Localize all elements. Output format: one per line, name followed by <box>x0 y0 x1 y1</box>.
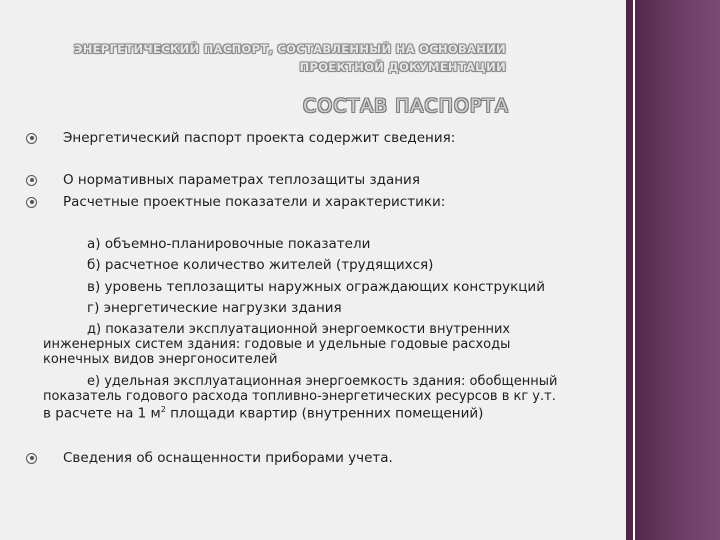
item-d-line-1: д) показатели эксплуатационной энергоемкости внутренних <box>87 322 511 337</box>
bullet-icon <box>26 197 37 208</box>
bullet-item-4 <box>26 450 393 466</box>
bullet-item-1 <box>26 130 455 146</box>
bullet-text: Расчетные проектные показатели и характеристики: <box>63 194 446 210</box>
item-e-text-b: площади квартир (внутренних помещений) <box>165 405 484 422</box>
item-d-line-2: инженерных систем здания: годовые и удельные годовые расходы <box>43 337 511 352</box>
bullet-item-3 <box>26 194 445 210</box>
title-line-2: ПРОЕКТНОЙ ДОКУМЕНТАЦИИ <box>299 60 506 74</box>
bullet-icon <box>26 453 37 464</box>
bullet-item-2 <box>26 172 420 188</box>
item-a: а) объемно-планировочные показатели <box>87 236 371 252</box>
item-e-text-a: в расчете на 1 м <box>43 405 161 422</box>
decorative-sidebar <box>626 0 720 540</box>
subtitle: СОСТАВ ПАСПОРТА <box>302 95 509 117</box>
bullet-text: О нормативных параметрах теплозащиты здания <box>63 172 420 188</box>
item-e-line-2: показатель годового расхода топливно-энергетических ресурсов в кг у.т. <box>43 389 556 404</box>
item-b: б) расчетное количество жителей (трудящихся) <box>87 257 434 273</box>
bullet-text: Сведения об оснащенности приборами учета. <box>63 450 393 466</box>
bullet-text: Энергетический паспорт проекта содержит сведения: <box>63 130 456 146</box>
item-e-line-1: е) удельная эксплуатационная энергоемкость здания: обобщенный <box>87 374 558 389</box>
bullet-icon <box>26 175 37 186</box>
title-line-1: ЭНЕРГЕТИЧЕСКИЙ ПАСПОРТ, СОСТАВЛЕННЫЙ НА ОСНОВАНИИ <box>73 42 506 56</box>
item-v: в) уровень теплозащиты наружных ограждающих конструкций <box>87 279 545 295</box>
item-e-line-3 <box>43 405 483 422</box>
item-d-line-3: конечных видов энергоносителей <box>43 352 278 367</box>
bullet-icon <box>26 133 37 144</box>
sidebar-divider <box>633 0 635 540</box>
item-g: г) энергетические нагрузки здания <box>87 300 342 316</box>
item-e-superscript: 2 <box>160 405 166 414</box>
